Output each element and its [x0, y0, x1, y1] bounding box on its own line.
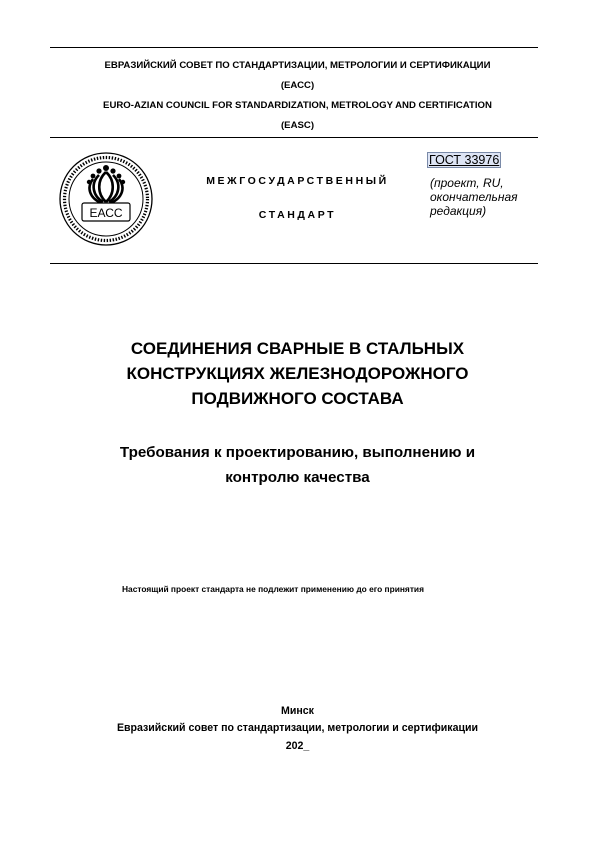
document-title — [0, 336, 595, 411]
emblem-text: ЕАСС — [89, 206, 123, 220]
council-abbr-en: (EASC) — [280, 120, 315, 131]
council-name-en: EURO-AZIAN COUNCIL FOR STANDARDIZATION, METROLOGY AND CERTIFICATION — [103, 100, 492, 111]
council-abbr-ru: (ЕАСС) — [280, 80, 315, 91]
footer-year: 202_ — [285, 740, 310, 752]
header-rule — [50, 137, 538, 138]
standard-number: ГОСТ 33976 — [429, 153, 500, 167]
draft-note-line: окончательная — [430, 190, 518, 204]
draft-note-line: редакция) — [430, 204, 487, 218]
draft-notice: Настоящий проект стандарта не подлежит применению до его принятия — [122, 584, 424, 594]
title-line: ПОДВИЖНОГО СОСТАВА — [191, 389, 404, 408]
standard-type-line1: МЕЖГОСУДАРСТВЕННЫЙ — [206, 175, 389, 187]
title-block-rule — [50, 263, 538, 264]
draft-note-line: (проект, RU, — [430, 176, 504, 190]
top-rule — [50, 47, 538, 48]
footer-publisher: Евразийский совет по стандартизации, метрологии и сертификации — [116, 722, 479, 734]
easc-emblem-icon — [57, 150, 155, 248]
footer-city: Минск — [281, 705, 314, 717]
subtitle-line: контролю качества — [225, 469, 370, 486]
council-name-ru: ЕВРАЗИЙСКИЙ СОВЕТ ПО СТАНДАРТИЗАЦИИ, МЕТРОЛОГИИ И СЕРТИФИКАЦИИ — [104, 60, 491, 71]
subtitle-line: Требования к проектированию, выполнению и — [119, 444, 476, 461]
draft-note — [430, 176, 518, 218]
title-line: СОЕДИНЕНИЯ СВАРНЫЕ В СТАЛЬНЫХ — [130, 339, 465, 358]
title-line: КОНСТРУКЦИЯХ ЖЕЛЕЗНОДОРОЖНОГО — [126, 364, 469, 383]
document-subtitle — [0, 440, 595, 490]
standard-type-line2: СТАНДАРТ — [258, 209, 337, 221]
